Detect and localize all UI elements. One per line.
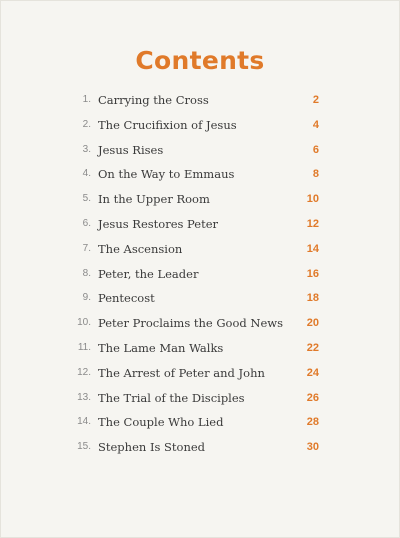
toc-entry[interactable] xyxy=(0,88,400,113)
entry-title: Stephen Is Stoned xyxy=(98,440,206,455)
toc-entry[interactable] xyxy=(0,262,400,287)
entry-page-number: 30 xyxy=(306,441,319,454)
entry-title: On the Way to Emmaus xyxy=(98,167,235,182)
entry-number: 1. xyxy=(82,94,91,105)
entry-number: 11. xyxy=(77,341,91,353)
table-of-contents xyxy=(0,88,400,460)
entry-page-number: 28 xyxy=(306,416,319,429)
entry-number: 2. xyxy=(82,118,91,130)
toc-entry[interactable] xyxy=(0,237,400,262)
entry-number: 14. xyxy=(77,416,91,428)
entry-title: The Lame Man Walks xyxy=(98,340,224,355)
entry-page-number: 18 xyxy=(306,292,319,305)
entry-number: 5. xyxy=(82,193,91,205)
toc-entry[interactable] xyxy=(0,212,400,237)
entry-number: 7. xyxy=(82,242,91,254)
entry-title: In the Upper Room xyxy=(98,192,210,207)
toc-entry[interactable] xyxy=(0,113,400,138)
entry-number: 8. xyxy=(82,267,91,279)
toc-entry[interactable] xyxy=(0,311,400,336)
entry-title: Peter, the Leader xyxy=(98,266,199,281)
entry-title: The Couple Who Lied xyxy=(98,415,224,430)
entry-title: The Ascension xyxy=(98,241,183,256)
entry-title: The Crucifixion of Jesus xyxy=(98,117,237,132)
entry-number: 9. xyxy=(82,292,91,304)
entry-title: Pentecost xyxy=(98,291,155,306)
toc-entry[interactable] xyxy=(0,162,400,187)
entry-page-number: 24 xyxy=(306,366,319,379)
entry-number: 15. xyxy=(77,441,91,453)
toc-entry[interactable] xyxy=(0,138,400,163)
entry-title: Peter Proclaims the Good News xyxy=(98,316,284,331)
entry-page-number: 4 xyxy=(312,118,319,131)
page-title: Contents xyxy=(135,46,265,75)
entry-page-number: 12 xyxy=(306,217,319,230)
entry-title: The Arrest of Peter and John xyxy=(98,365,265,380)
entry-page-number: 8 xyxy=(312,168,319,181)
entry-title: Carrying the Cross xyxy=(98,93,209,107)
entry-number: 6. xyxy=(82,217,91,229)
toc-entry[interactable] xyxy=(0,386,400,411)
entry-number: 4. xyxy=(82,168,91,180)
entry-title: Jesus Rises xyxy=(98,142,164,157)
entry-page-number: 10 xyxy=(306,193,319,206)
toc-entry[interactable] xyxy=(0,361,400,386)
entry-page-number: 20 xyxy=(306,317,319,330)
entry-number: 13. xyxy=(77,391,91,403)
toc-entry[interactable] xyxy=(0,187,400,212)
entry-page-number: 26 xyxy=(306,391,319,404)
entry-page-number: 16 xyxy=(306,267,319,280)
entry-title: The Trial of the Disciples xyxy=(98,390,245,405)
toc-entry[interactable] xyxy=(0,410,400,435)
toc-entry[interactable] xyxy=(0,336,400,361)
entry-page-number: 6 xyxy=(312,143,319,156)
entry-number: 10. xyxy=(77,317,91,329)
entry-page-number: 2 xyxy=(312,94,319,106)
entry-number: 3. xyxy=(82,143,91,155)
toc-entry[interactable] xyxy=(0,286,400,311)
toc-entry[interactable] xyxy=(0,435,400,460)
entry-title: Jesus Restores Peter xyxy=(98,216,219,231)
entry-number: 12. xyxy=(77,366,91,378)
entry-page-number: 22 xyxy=(306,341,319,354)
entry-page-number: 14 xyxy=(306,242,319,255)
